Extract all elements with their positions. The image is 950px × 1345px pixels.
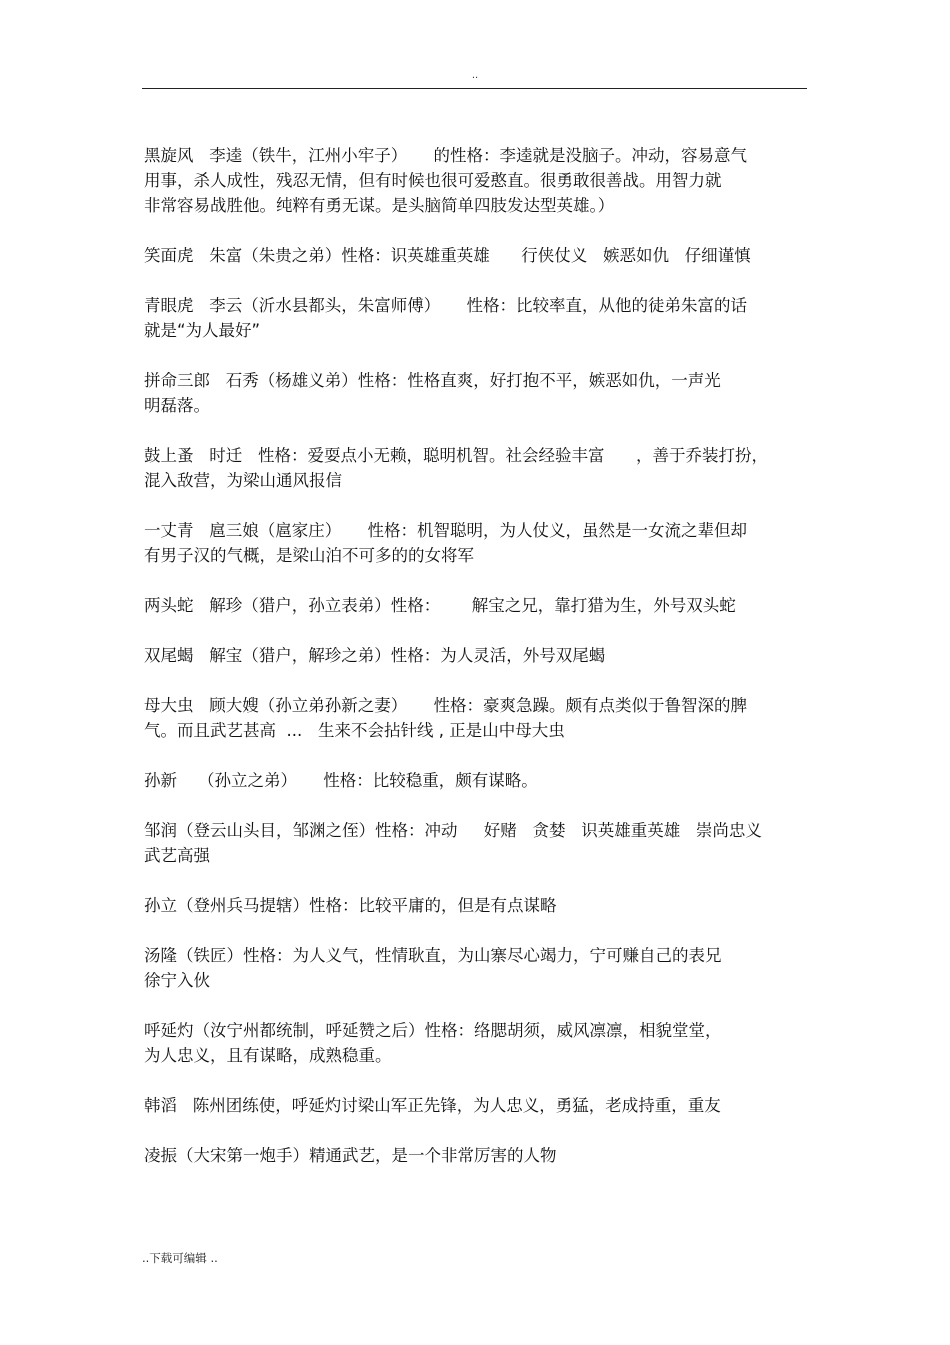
paragraph-li-kui: 黑旋风 李逵（铁牛，江州小牢子） 的性格：李逵就是没脑子。冲动，容易意气 用事，杀人成性，残忍无情，但有时候也很可爱憨直。很勇敢很善战。用智力就 非常容易战胜他。纯粹有勇无谋。是头脑简单四肢发达型英雄。）	[144, 146, 747, 215]
paragraph-hu-sanniang: 一丈青 扈三娘（扈家庄） 性格：机智聪明，为人仗义，虽然是一女流之辈但却 有男子汉的气概，是梁山泊不可多的的女将军	[144, 521, 747, 565]
paragraph-sun-xin: 孙新 （孙立之弟） 性格：比较稳重，颇有谋略。	[144, 771, 538, 790]
header-mark: ..	[471, 70, 479, 81]
paragraph-li-yun: 青眼虎 李云（沂水县都头，朱富师傅） 性格：比较率直，从他的徒弟朱富的话 就是“为人最好”	[144, 296, 747, 340]
document-body	[144, 143, 808, 1193]
paragraph-xie-bao: 双尾蝎 解宝（猎户，解珍之弟）性格：为人灵活，外号双尾蝎	[144, 646, 606, 665]
header-rule	[142, 88, 807, 89]
paragraph-ling-zhen: 凌振（大宋第一炮手）精通武艺，是一个非常厉害的人物	[144, 1146, 557, 1165]
paragraph-zou-run: 邹润（登云山头目，邹渊之侄）性格：冲动 好赌 贪婪 识英雄重英雄 崇尚忠义 武艺高强	[144, 821, 762, 865]
paragraph-xie-zhen: 两头蛇 解珍（猎户，孙立表弟）性格： 解宝之兄，靠打猎为生，外号双头蛇	[144, 596, 736, 615]
paragraph-shi-xiu: 拼命三郎 石秀（杨雄义弟）性格：性格直爽，好打抱不平，嫉恶如仇，一声光 明磊落。	[144, 371, 721, 415]
paragraph-gu-dasao: 母大虫 顾大嫂（孙立弟孙新之妻） 性格：豪爽急躁。颇有点类似于鲁智深的脾 气。而且武艺甚高 ... 生来不会拈针线 , 正是山中母大虫	[144, 696, 747, 740]
paragraph-shi-qian: 鼓上蚤 时迁 性格：爱耍点小无赖，聪明机智。社会经验丰富 ，善于乔装打扮， 混入敌营，为梁山通风报信	[144, 446, 768, 490]
paragraph-zhu-fu: 笑面虎 朱富（朱贵之弟）性格：识英雄重英雄 行侠仗义 嫉恶如仇 仔细谨慎	[144, 246, 751, 265]
footer-mark: ..下载可编辑 ..	[142, 1251, 218, 1265]
paragraph-han-tao: 韩滔 陈州团练使，呼延灼讨梁山军正先锋，为人忠义，勇猛，老成持重，重友	[144, 1096, 721, 1115]
paragraph-huyan-zhuo: 呼延灼（汝宁州都统制，呼延赞之后）性格：络腮胡须，威风凛凛，相貌堂堂， 为人忠义，且有谋略，成熟稳重。	[144, 1021, 722, 1065]
paragraph-sun-li: 孙立（登州兵马提辖）性格：比较平庸的，但是有点谋略	[144, 896, 557, 915]
paragraph-tang-long: 汤隆（铁匠）性格：为人义气，性情耿直，为山寨尽心竭力，宁可赚自己的表兄 徐宁入伙	[144, 946, 722, 990]
